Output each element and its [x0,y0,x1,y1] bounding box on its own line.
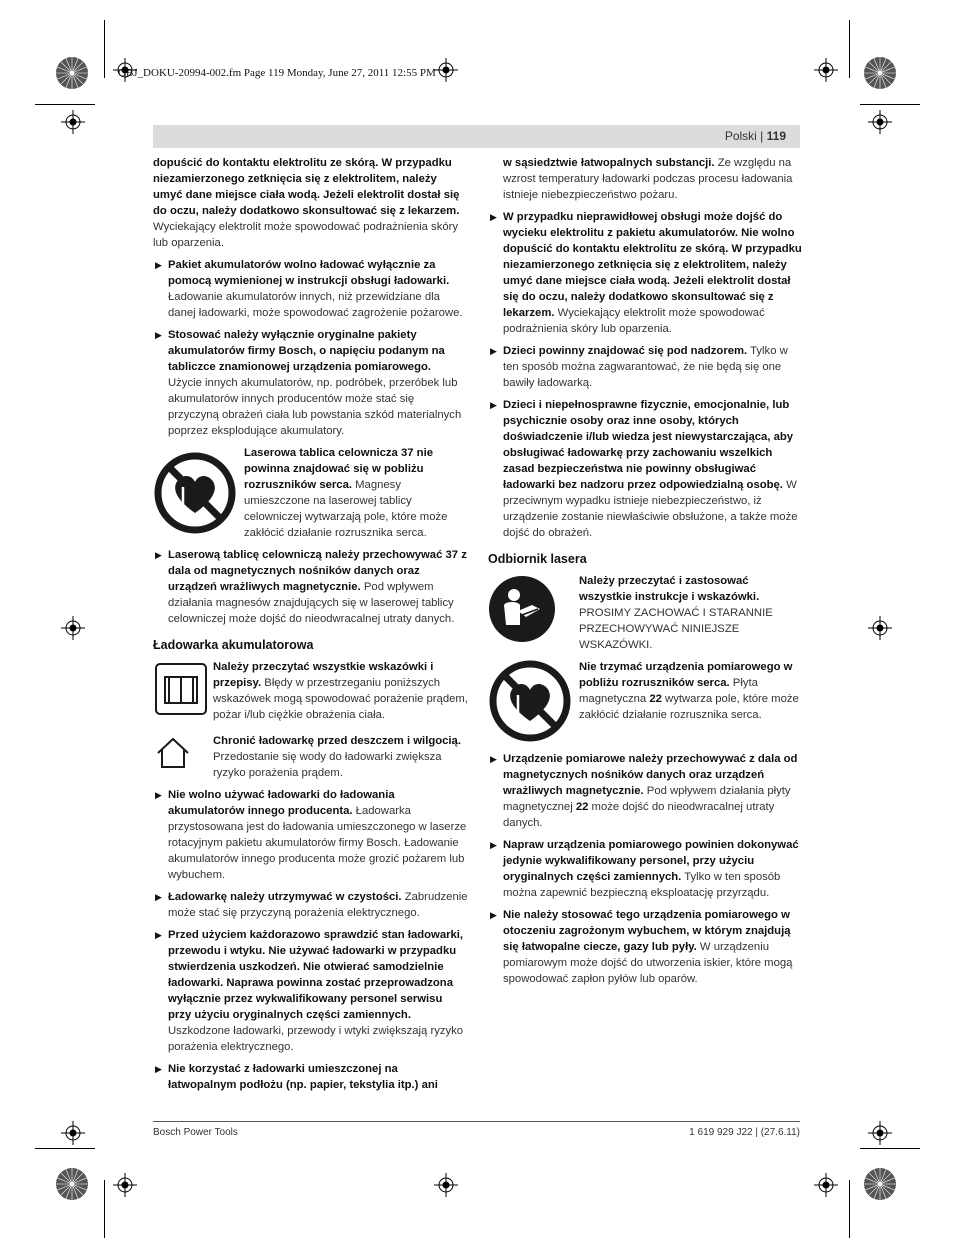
registration-target-icon [113,1173,137,1197]
header-separator: | [760,129,764,143]
bullet-arrow-icon: ▶ [155,550,162,560]
bold-text: Laserową tablicę celowniczą należy przechowywać 37 z dala od magnetycznych nośników danych oraz urządzeń wrażliwych magnetycznie. [168,549,467,593]
body-text: Ładowarka przystosowana jest do ładowania umieszczonego w laserze rotacyjnym pakietu akumulatorów firmy Bosch. Ładowanie akumulatorów innego producenta może grozić pożarem lub wybuchem. [168,805,467,881]
body-text: Pod wpływem działania magnesów znajdujących się w laserowej tablicy celowniczej może dojść do nieodwracalnej utraty danych. [168,581,455,625]
crop-mark [860,104,920,105]
bold-text: Napraw urządzenia pomiarowego powinien dokonywać jedynie wykwalifikowany personel, przy użyciu oryginalnych części zamiennych. [503,839,799,883]
crop-mark [104,1180,105,1238]
section-heading: Ładowarka akumulatorowa [153,638,314,652]
read-manual-icon [488,575,556,643]
page-header [153,125,800,148]
list-item [153,257,468,321]
crop-mark [104,20,105,78]
body-text: Użycie innych akumulatorów, np. podróbek, przeróbek lub akumulatorów innych producentów może stać się przyczyną obrażeń ciała lub powstania szkód materialnych poprzez eksplodujące akumulatory. [168,377,462,437]
body-text: PROSIMY ZACHOWAĆ I STARANNIE PRZECHOWYWAĆ NINIEJSZE WSKAZÓWKI. [579,607,773,651]
bold-text: w sąsiedztwie łatwopalnych substancji. [503,157,715,169]
list-item [153,927,468,1055]
footer-doc-code: 1 619 929 J22 | (27.6.11) [689,1127,800,1138]
bold-text: Stosować należy wyłącznie oryginalne pakiety akumulatorów firmy Bosch, o napięciu podanym na tabliczce znamionowej urządzenia pomiarowego. [168,329,445,373]
bold-text: Ładowarkę należy utrzymywać w czystości. [168,891,402,903]
read-instructions-notice [153,659,468,727]
body-text: Magnesy umieszczone na laserowej tablicy celowniczej wytwarzają pole, które może zakłócić działanie rozrusznika serca. [244,479,448,539]
body-text: wytwarza pole, które może zakłócić działanie rozrusznika serca. [579,693,799,721]
bullet-arrow-icon: ▶ [490,212,497,222]
bold-text: Dzieci i niepełnosprawne fizycznie, emocjonalnie, lub psychicznie osoby oraz inne osoby, których doświadczenie i/lub wiedza jest niewystarczająca, aby obsługiwać ładowarkę przy zachowaniu wszelkich zasad bezpieczeństwa nie powinny obsługiwać ładowarki bez nadzoru przez odpowiedzialną osobę. [503,399,794,491]
body-text: Tylko w ten sposób można zagwarantować, że nie będą się one bawiły ładowarką. [503,345,788,389]
bold-text: Należy przeczytać wszystkie wskazówki i przepisy. [213,661,434,689]
bold-text: Nie trzymać urządzenia pomiarowego w pobliżu rozruszników serca. [579,661,793,689]
registration-target-icon [61,1121,85,1145]
bullet-arrow-icon: ▶ [490,840,497,850]
paragraph [488,155,802,203]
page-number: 119 [766,129,786,143]
body-text: Tylko w ten sposób można zapewnić bezpieczną eksploatację przyrządu. [503,871,781,899]
color-wheel-icon [55,1167,89,1201]
left-column [153,155,468,1099]
registration-target-icon [868,110,892,134]
body-text: Pod wpływem działania płyty magnetycznej [503,785,791,813]
crop-mark [35,104,95,105]
crop-mark [849,20,850,78]
bullet-arrow-icon: ▶ [490,910,497,920]
crop-mark [849,1180,850,1238]
bold-text: Nie wolno używać ładowarki do ładowania akumulatorów innego producenta. [168,789,395,817]
body-text: Przedostanie się wody do ładowarki zwiększa ryzyko porażenia prądem. [213,751,442,779]
bold-text: W przypadku nieprawidłowej obsługi może dojść do wycieku elektrolitu z pakietu akumulatorów. Nie wolno dopuścić do kontaktu elektrolitu ze skórą. W przypadku niezamierzonego zetknięcia się z elektrolitem, należy umyć dane miejsce ciała wodą. Jeżeli elektrolit dostał się do oczu, należy dodatkowo skonsultować się z lekarzem. [503,211,802,319]
list-item [488,397,802,541]
bullet-arrow-icon: ▶ [155,930,162,940]
rain-warning [153,733,468,781]
bold-text: Laserowa tablica celownicza 37 nie powinna znajdować się w pobliżu rozruszników serca. [244,447,433,491]
list-item [153,787,468,883]
registration-target-icon [868,1121,892,1145]
reference-number: 22 [575,801,589,813]
color-wheel-icon [863,56,897,90]
bullet-arrow-icon: ▶ [155,1064,162,1074]
registration-target-icon [814,58,838,82]
body-text: Błędy w przestrzeganiu poniższych wskazówek mogą spowodować porażenie prądem, pożar i/lub ciężkie obrażenia ciała. [213,677,468,721]
right-column [488,155,802,993]
color-wheel-icon [55,56,89,90]
footer-brand: Bosch Power Tools [153,1127,238,1138]
bullet-arrow-icon: ▶ [155,892,162,902]
registration-target-icon [814,1173,838,1197]
list-item [488,751,802,831]
bold-text: Nie należy stosować tego urządzenia pomiarowego w otoczeniu zagrożonym wybuchem, w którym znajdują się łatwopalne ciecze, gazy lub pyły. [503,909,791,953]
list-item [488,907,802,987]
header-language: Polski [724,129,757,143]
read-manual-notice [488,573,802,653]
crop-mark [860,1148,920,1149]
body-text: Wyciekający elektrolit może spowodować podrażnienia skóry lub oparzenia. [153,221,459,249]
bold-text: Urządzenie pomiarowe należy przechowywać z dala od magnetycznych nośników danych oraz urządzeń wrażliwych magnetycznie. [503,753,798,797]
no-pacemaker-icon [488,659,572,743]
list-item [488,837,802,901]
reference-number: 22 [649,693,662,705]
print-info: OBJ_DOKU-20994-002.fm Page 119 Monday, June 27, 2011 12:55 PM [118,67,436,79]
paragraph [153,155,468,251]
body-text: Wyciekający elektrolit może spowodować podrażnienia skóry lub oparzenia. [503,307,765,335]
no-pacemaker-icon [153,451,237,535]
crop-mark [35,1148,95,1149]
body-text: Uszkodzone ładowarki, przewody i wtyki zwiększają ryzyko porażenia elektrycznego. [168,1025,464,1053]
bold-text: Przed użyciem każdorazowo sprawdzić stan ładowarki, przewodu i wtyku. Nie używać ładowarki w przypadku stwierdzenia uszkodzeń. Nie otwierać samodzielnie ładowarki. Naprawa powinna zostać przeprowadzona wyłącznie przez wykwalifikowany personel serwisu przy użyciu oryginalnych części zamiennych. [168,929,464,1021]
bold-text: dopuścić do kontaktu elektrolitu ze skórą. W przypadku niezamierzonego zetknięcia się z elektrolitem, należy umyć dane miejsce ciała wodą. Jeżeli elektrolit dostał się do oczu, należy dodatkowo skonsultować się z lekarzem. [153,157,460,217]
body-text: Ładowanie akumulatorów innych, niż przewidziane dla danej ładowarki, może spowodować zagrożenie pożarowe. [168,291,463,319]
registration-target-icon [61,110,85,134]
body-text: W przeciwnym wypadku istnieje niebezpieczeństwo, iż urządzenie zostanie niewłaściwie obsłużone, a także może dojść do obrażeń. [503,479,798,539]
house-icon [155,735,191,771]
bullet-arrow-icon: ▶ [155,330,162,340]
header-text [725,129,786,143]
pacemaker-warning [488,659,802,745]
body-text: może dojść do nieodwracalnej utraty danych. [503,801,775,829]
bold-text: Nie korzystać z ładowarki umieszczonej na łatwopalnym podłożu (np. papier, tekstylia itp.) ani [168,1063,438,1091]
footer-divider [153,1121,800,1122]
book-icon [155,663,207,715]
color-wheel-icon [863,1167,897,1201]
pacemaker-warning [153,445,468,541]
bold-text: Należy przeczytać i zastosować wszystkie instrukcje i wskazówki. [579,575,760,603]
list-item [153,547,468,627]
list-item [153,889,468,921]
registration-target-icon [61,616,85,640]
bullet-arrow-icon: ▶ [155,790,162,800]
bold-text: Chronić ładowarkę przed deszczem i wilgocią. [213,735,461,747]
section-heading: Odbiornik lasera [488,552,587,566]
body-text: Ze względu na wzrost temperatury ładowarki podczas procesu ładowania istnieje niebezpieczeństwo pożaru. [503,157,793,201]
body-text: W urządzeniu pomiarowym może dojść do utworzenia iskier, które mogą spowodować zapłon pyłów lub oparów. [503,941,793,985]
bullet-arrow-icon: ▶ [490,754,497,764]
bullet-arrow-icon: ▶ [490,346,497,356]
registration-target-icon [434,58,458,82]
bold-text: Pakiet akumulatorów wolno ładować wyłącznie za pomocą wymienionej w instrukcji obsługi ładowarki. [168,259,450,287]
list-item [488,209,802,337]
bullet-arrow-icon: ▶ [490,400,497,410]
bullet-arrow-icon: ▶ [155,260,162,270]
list-item [488,343,802,391]
registration-target-icon [434,1173,458,1197]
body-text: Zabrudzenie może stać się przyczyną porażenia elektrycznego. [168,891,468,919]
body-text: Płyta magnetyczna [579,677,758,705]
list-item [153,1061,468,1093]
list-item [153,327,468,439]
registration-target-icon [868,616,892,640]
bold-text: Dzieci powinny znajdować się pod nadzorem. [503,345,748,357]
